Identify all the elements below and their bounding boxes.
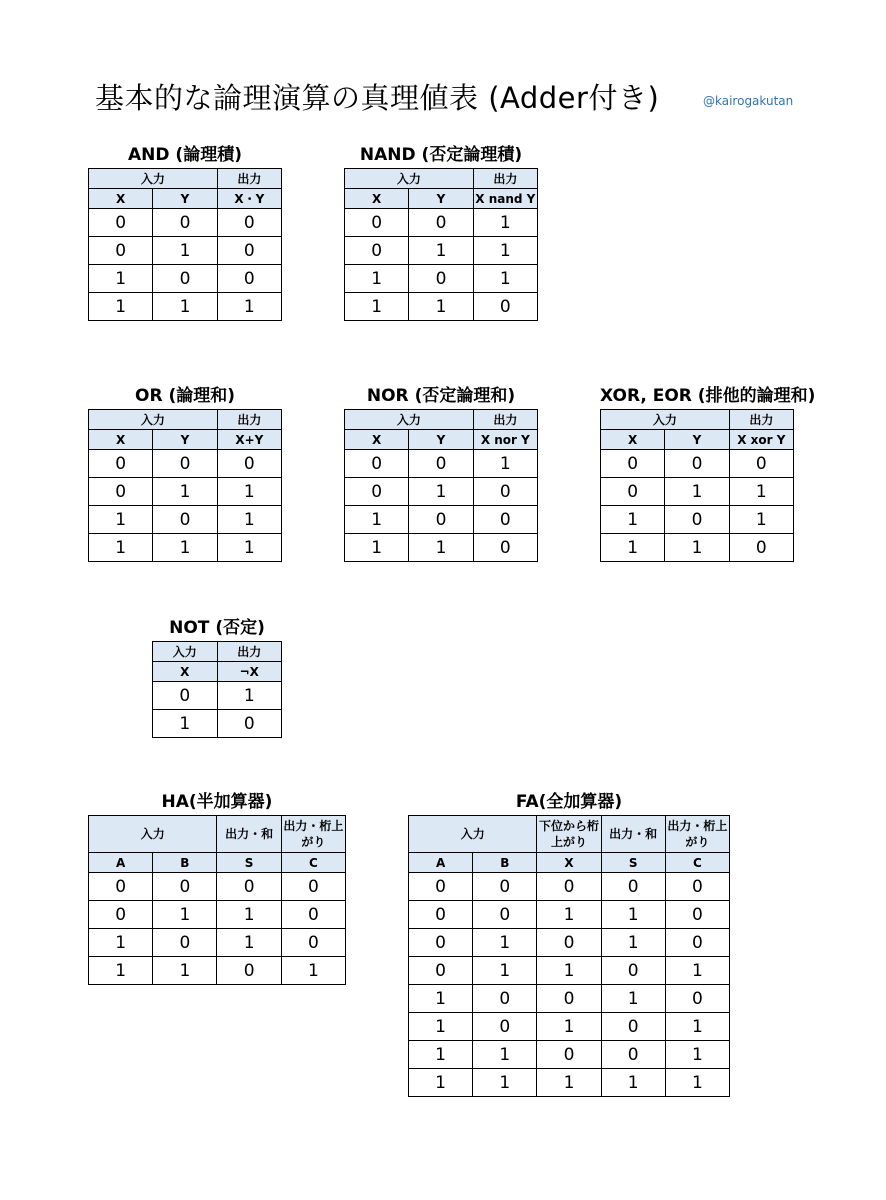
xor-cell: 1: [601, 534, 665, 562]
fa-cell: 0: [537, 929, 601, 957]
xor-output-group: 出力: [729, 410, 793, 430]
and-cell: 0: [89, 237, 153, 265]
nor-cell: 1: [409, 478, 473, 506]
not-output-group: 出力: [217, 642, 282, 662]
fa-row: [409, 1069, 730, 1097]
ha-cell: 1: [89, 957, 153, 985]
xor-cell: 1: [665, 534, 729, 562]
or-cell: 0: [89, 450, 153, 478]
fa-cell: 0: [537, 873, 601, 901]
or-row: [89, 478, 282, 506]
or-cell: 0: [153, 450, 217, 478]
ha-column-header-row: [89, 853, 346, 873]
fa-cell: 1: [665, 957, 729, 985]
or-input-group: 入力: [89, 410, 218, 430]
fa-column-header-row: [409, 853, 730, 873]
nand-cell: 0: [473, 293, 537, 321]
and-cell: 1: [153, 237, 217, 265]
not-caption: NOT (否定): [169, 618, 265, 638]
xor-cell: 0: [665, 450, 729, 478]
not-row: [153, 710, 282, 738]
xor-cell: 0: [729, 450, 793, 478]
or-cell: 1: [217, 506, 281, 534]
nand-cell: 1: [409, 237, 473, 265]
fa-sum-group: 出力・和: [601, 816, 665, 853]
ha-cell: 0: [89, 873, 153, 901]
and-cell: 1: [217, 293, 281, 321]
fa-row: [409, 873, 730, 901]
fa-col-header: A: [409, 853, 473, 873]
nand-group-header-row: [345, 169, 538, 189]
and-output-group: 出力: [217, 169, 281, 189]
not-col-header: X: [153, 662, 218, 682]
nor-row: [345, 478, 538, 506]
not-column-header-row: [153, 662, 282, 682]
nand-cell: 0: [409, 209, 473, 237]
xor-cell: 0: [601, 478, 665, 506]
fa-cell: 1: [537, 901, 601, 929]
xor-cell: 1: [601, 506, 665, 534]
fa-cell: 0: [473, 985, 537, 1013]
fa-carry-in-group: 下位から桁上がり: [537, 816, 601, 853]
fa-caption: FA(全加算器): [515, 792, 623, 812]
ha-table: [88, 815, 346, 985]
nand-row: [345, 237, 538, 265]
nand-block: [344, 142, 538, 321]
or-cell: 1: [153, 534, 217, 562]
fa-cell: 1: [601, 985, 665, 1013]
xor-block: [600, 383, 816, 562]
nand-cell: 0: [345, 237, 409, 265]
not-row: [153, 682, 282, 710]
nand-col-header: X: [345, 189, 409, 209]
and-col-header: X: [89, 189, 153, 209]
fa-cell: 0: [409, 901, 473, 929]
ha-cell: 1: [89, 929, 153, 957]
nor-col-header: Y: [409, 430, 473, 450]
nand-output-group: 出力: [473, 169, 537, 189]
ha-col-header: B: [153, 853, 217, 873]
ha-cell: 0: [153, 873, 217, 901]
and-caption: AND (論理積): [128, 145, 242, 165]
nand-cell: 1: [473, 265, 537, 293]
fa-cell: 0: [601, 957, 665, 985]
nor-caption: NOR (否定論理和): [366, 386, 516, 406]
fa-cell: 1: [473, 957, 537, 985]
fa-col-header: X: [537, 853, 601, 873]
ha-cell: 1: [281, 957, 345, 985]
xor-column-header-row: [601, 430, 794, 450]
nor-cell: 0: [345, 450, 409, 478]
fa-cell: 0: [601, 1041, 665, 1069]
or-group-header-row: [89, 410, 282, 430]
nor-input-group: 入力: [345, 410, 474, 430]
and-cell: 0: [217, 209, 281, 237]
ha-cell: 0: [281, 929, 345, 957]
nand-row: [345, 265, 538, 293]
xor-cell: 0: [665, 506, 729, 534]
fa-cell: 0: [601, 1013, 665, 1041]
nand-cell: 1: [409, 293, 473, 321]
and-cell: 0: [217, 265, 281, 293]
nor-row: [345, 450, 538, 478]
xor-row: [601, 478, 794, 506]
or-col-header: X+Y: [217, 430, 281, 450]
and-group-header-row: [89, 169, 282, 189]
or-block: [88, 383, 282, 562]
or-col-header: Y: [153, 430, 217, 450]
fa-cell: 1: [537, 1013, 601, 1041]
nor-cell: 0: [409, 506, 473, 534]
xor-col-header: Y: [665, 430, 729, 450]
xor-input-group: 入力: [601, 410, 730, 430]
ha-cell: 1: [217, 929, 281, 957]
and-row: [89, 237, 282, 265]
ha-caption: HA(半加算器): [161, 792, 273, 812]
ha-input-group: 入力: [89, 816, 217, 853]
fa-row: [409, 929, 730, 957]
nand-cell: 1: [345, 293, 409, 321]
nor-cell: 1: [345, 534, 409, 562]
xor-cell: 1: [729, 506, 793, 534]
ha-group-header-row: [89, 816, 346, 853]
nand-caption: NAND (否定論理積): [359, 145, 523, 165]
or-cell: 1: [89, 534, 153, 562]
fa-cell: 0: [601, 873, 665, 901]
not-cell: 0: [217, 710, 282, 738]
ha-row: [89, 957, 346, 985]
or-cell: 1: [153, 478, 217, 506]
not-col-header: ¬X: [217, 662, 282, 682]
ha-cell: 0: [153, 929, 217, 957]
fa-cell: 1: [537, 957, 601, 985]
nand-col-header: X nand Y: [473, 189, 537, 209]
nor-row: [345, 534, 538, 562]
nor-column-header-row: [345, 430, 538, 450]
or-cell: 1: [89, 506, 153, 534]
nor-row: [345, 506, 538, 534]
fa-col-header: S: [601, 853, 665, 873]
nand-cell: 1: [345, 265, 409, 293]
fa-cell: 0: [409, 873, 473, 901]
or-cell: 1: [217, 478, 281, 506]
fa-cell: 1: [409, 1041, 473, 1069]
or-row: [89, 534, 282, 562]
nor-table: [344, 409, 538, 562]
ha-cell: 0: [217, 957, 281, 985]
fa-cell: 0: [537, 985, 601, 1013]
page-title: 基本的な論理演算の真理値表 (Adder付き): [95, 81, 660, 115]
or-cell: 0: [89, 478, 153, 506]
or-col-header: X: [89, 430, 153, 450]
or-cell: 1: [217, 534, 281, 562]
fa-cell: 0: [665, 873, 729, 901]
xor-row: [601, 506, 794, 534]
fa-row: [409, 1041, 730, 1069]
nor-cell: 1: [345, 506, 409, 534]
nand-table: [344, 168, 538, 321]
not-cell: 0: [153, 682, 218, 710]
not-cell: 1: [153, 710, 218, 738]
and-block: [88, 142, 282, 321]
xor-cell: 1: [665, 478, 729, 506]
and-cell: 1: [89, 265, 153, 293]
nor-cell: 1: [409, 534, 473, 562]
nor-col-header: X nor Y: [473, 430, 537, 450]
nor-col-header: X: [345, 430, 409, 450]
fa-cell: 1: [665, 1041, 729, 1069]
author-handle: @kairogakutan: [703, 94, 794, 108]
or-caption: OR (論理和): [135, 386, 235, 406]
ha-row: [89, 873, 346, 901]
ha-cell: 1: [153, 901, 217, 929]
or-cell: 0: [217, 450, 281, 478]
fa-row: [409, 985, 730, 1013]
and-col-header: X・Y: [217, 189, 281, 209]
xor-col-header: X: [601, 430, 665, 450]
and-input-group: 入力: [89, 169, 218, 189]
fa-row: [409, 1013, 730, 1041]
and-row: [89, 209, 282, 237]
fa-col-header: C: [665, 853, 729, 873]
nand-cell: 1: [473, 209, 537, 237]
ha-sum-group: 出力・和: [217, 816, 281, 853]
ha-cell: 1: [217, 901, 281, 929]
nor-group-header-row: [345, 410, 538, 430]
xor-row: [601, 534, 794, 562]
nor-block: [344, 383, 538, 562]
fa-cell: 1: [601, 1069, 665, 1097]
fa-cell: 1: [409, 1069, 473, 1097]
or-table: [88, 409, 282, 562]
and-col-header: Y: [153, 189, 217, 209]
xor-group-header-row: [601, 410, 794, 430]
xor-cell: 1: [729, 478, 793, 506]
nand-row: [345, 209, 538, 237]
fa-cell: 0: [409, 929, 473, 957]
fa-cell: 1: [473, 929, 537, 957]
fa-cell: 0: [473, 901, 537, 929]
or-row: [89, 506, 282, 534]
and-row: [89, 293, 282, 321]
ha-col-header: S: [217, 853, 281, 873]
nor-cell: 0: [345, 478, 409, 506]
ha-cell: 1: [153, 957, 217, 985]
fa-cell: 1: [473, 1041, 537, 1069]
fa-table: [408, 815, 730, 1097]
xor-row: [601, 450, 794, 478]
ha-col-header: A: [89, 853, 153, 873]
ha-cell: 0: [217, 873, 281, 901]
fa-cell: 1: [665, 1069, 729, 1097]
fa-cell: 0: [409, 957, 473, 985]
fa-cell: 0: [473, 1013, 537, 1041]
or-column-header-row: [89, 430, 282, 450]
fa-cell: 1: [409, 1013, 473, 1041]
or-cell: 0: [153, 506, 217, 534]
nand-column-header-row: [345, 189, 538, 209]
and-row: [89, 265, 282, 293]
fa-row: [409, 957, 730, 985]
nand-cell: 1: [473, 237, 537, 265]
nand-cell: 0: [409, 265, 473, 293]
xor-table: [600, 409, 794, 562]
fa-col-header: B: [473, 853, 537, 873]
nand-row: [345, 293, 538, 321]
xor-cell: 0: [729, 534, 793, 562]
and-column-header-row: [89, 189, 282, 209]
not-block: [152, 615, 282, 738]
and-table: [88, 168, 282, 321]
ha-cell: 0: [89, 901, 153, 929]
fa-carry-group: 出力・桁上がり: [665, 816, 729, 853]
fa-cell: 1: [601, 901, 665, 929]
fa-cell: 0: [665, 901, 729, 929]
and-cell: 0: [153, 209, 217, 237]
not-table: [152, 641, 282, 738]
fa-row: [409, 901, 730, 929]
ha-carry-group: 出力・桁上がり: [281, 816, 345, 853]
fa-group-header-row: [409, 816, 730, 853]
fa-cell: 1: [473, 1069, 537, 1097]
ha-cell: 0: [281, 873, 345, 901]
ha-cell: 0: [281, 901, 345, 929]
nand-col-header: Y: [409, 189, 473, 209]
nor-cell: 0: [473, 506, 537, 534]
ha-col-header: C: [281, 853, 345, 873]
nor-cell: 0: [473, 478, 537, 506]
not-input-group: 入力: [153, 642, 218, 662]
not-group-header-row: [153, 642, 282, 662]
ha-row: [89, 929, 346, 957]
nor-cell: 0: [409, 450, 473, 478]
fa-cell: 1: [409, 985, 473, 1013]
or-output-group: 出力: [217, 410, 281, 430]
fa-input-group: 入力: [409, 816, 537, 853]
nor-output-group: 出力: [473, 410, 537, 430]
xor-caption: XOR, EOR (排他的論理和): [600, 386, 816, 406]
fa-cell: 0: [665, 929, 729, 957]
and-cell: 0: [217, 237, 281, 265]
nand-cell: 0: [345, 209, 409, 237]
or-row: [89, 450, 282, 478]
and-cell: 0: [89, 209, 153, 237]
fa-cell: 1: [537, 1069, 601, 1097]
fa-block: [408, 789, 730, 1097]
fa-cell: 0: [537, 1041, 601, 1069]
nor-cell: 1: [473, 450, 537, 478]
ha-block: [88, 789, 346, 985]
xor-col-header: X xor Y: [729, 430, 793, 450]
nor-cell: 0: [473, 534, 537, 562]
and-cell: 1: [89, 293, 153, 321]
fa-cell: 0: [665, 985, 729, 1013]
fa-cell: 1: [665, 1013, 729, 1041]
and-cell: 0: [153, 265, 217, 293]
fa-cell: 1: [601, 929, 665, 957]
and-cell: 1: [153, 293, 217, 321]
not-cell: 1: [217, 682, 282, 710]
ha-row: [89, 901, 346, 929]
fa-cell: 0: [473, 873, 537, 901]
nand-input-group: 入力: [345, 169, 474, 189]
xor-cell: 0: [601, 450, 665, 478]
